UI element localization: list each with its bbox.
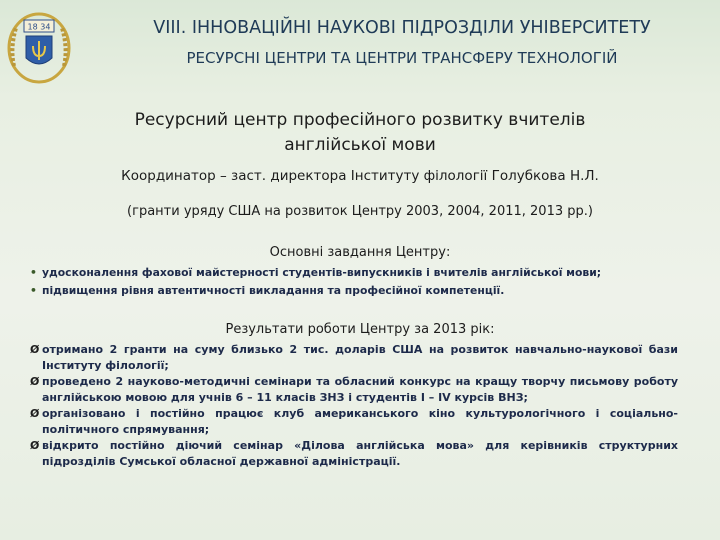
list-item: Ø проведено 2 науково-методичні семінари та обласний конкурс на кращу творчу письмову роботу англійською мовою для учнів 6 – 11 класів ЗНЗ і студентів І – ІV курсів ВНЗ; xyxy=(30,374,678,406)
list-item: • удосконалення фахової майстерності студентів-випускників і вчителів англійської мови; xyxy=(30,264,706,282)
list-item: • підвищення рівня автентичності викладання та професійної компетенції. xyxy=(30,282,706,300)
grants-text: (гранти уряду США на розвиток Центру 2003, 2004, 2011, 2013 рр.) xyxy=(127,204,593,219)
list-item: Ø відкрито постійно діючий семінар «Ділова англійська мова» для керівників структурних підрозділів Сумської обласної державної адміністрації. xyxy=(30,438,678,470)
center-name xyxy=(60,108,660,158)
coordinator-text: Координатор – заст. директора Інституту філології Голубкова Н.Л. xyxy=(121,168,599,184)
list-item: Ø отримано 2 гранти на суму близько 2 тис. доларів США на розвиток навчально-наукової бази Інституту філології; xyxy=(30,342,678,374)
center-name-line1: Ресурсний центр професійного розвитку вчителів xyxy=(134,110,586,130)
tasks-list xyxy=(30,264,706,300)
list-item: Ø організовано і постійно працює клуб американського кіно культурологічного і соціально-політичного спрямування; xyxy=(30,406,678,438)
tasks-heading: Основні завдання Центру: xyxy=(269,245,451,260)
results-list xyxy=(30,342,678,470)
university-emblem xyxy=(6,8,72,84)
results-heading: Результати роботи Центру за 2013 рік: xyxy=(225,322,495,337)
slide-subtitle: РЕСУРСНІ ЦЕНТРИ ТА ЦЕНТРИ ТРАНСФЕРУ ТЕХНОЛОГІЙ xyxy=(186,49,618,67)
center-name-line2: англійської мови xyxy=(284,135,436,155)
emblem-year: 18 34 xyxy=(27,22,51,32)
slide-title: VIII. ІННОВАЦІЙНІ НАУКОВІ ПІДРОЗДІЛИ УНІВЕРСИТЕТУ xyxy=(153,18,651,38)
